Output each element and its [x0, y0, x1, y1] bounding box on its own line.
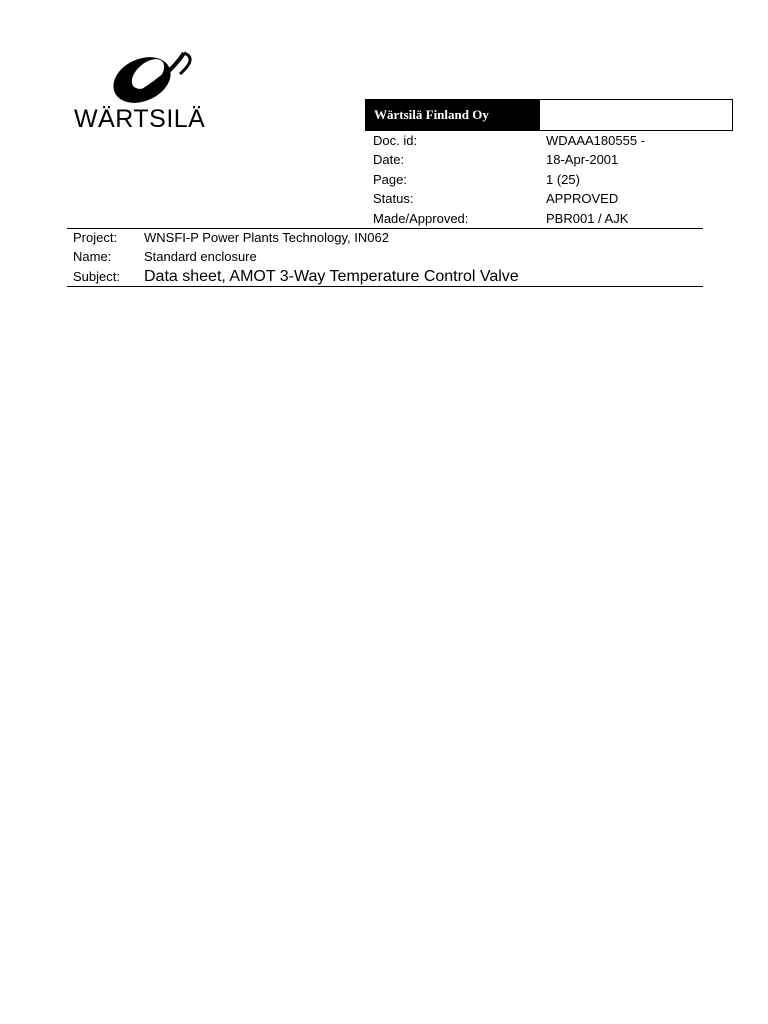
meta-value: PBR001 / AJK: [546, 210, 629, 226]
name-row: [73, 247, 703, 266]
name-value: Standard enclosure: [144, 249, 257, 264]
project-row: [73, 228, 703, 247]
meta-row-date: [373, 150, 703, 169]
meta-row-made-approved: [373, 209, 703, 228]
meta-label: Doc. id:: [373, 133, 418, 148]
name-label: Name:: [73, 249, 112, 264]
project-label: Project:: [73, 230, 118, 245]
meta-label: Page:: [373, 171, 407, 187]
company-blank-cell: [540, 100, 732, 130]
meta-label: Date:: [373, 152, 405, 168]
meta-value: 1 (25): [546, 171, 580, 187]
company-name: Wärtsilä Finland Oy: [366, 100, 540, 130]
meta-row-page: [373, 170, 703, 189]
meta-value: APPROVED: [546, 191, 619, 207]
meta-label: Made/Approved:: [373, 210, 469, 226]
header-divider-bottom: [67, 286, 703, 287]
subject-row: [73, 266, 703, 287]
company-logo: [72, 48, 217, 134]
subject-label: Subject:: [73, 269, 120, 284]
company-header-box: [365, 99, 733, 131]
wartsila-swirl-logo-icon: [72, 48, 217, 108]
logo-wordmark: WÄRTSILÄ: [74, 105, 206, 133]
document-meta: [373, 131, 703, 228]
project-value: WNSFI-P Power Plants Technology, IN062: [144, 230, 389, 245]
meta-row-status: [373, 189, 703, 208]
meta-row-doc-id: [373, 131, 703, 150]
subject-value: Data sheet, AMOT 3-Way Temperature Control Valve: [144, 268, 519, 285]
meta-value: 18-Apr-2001: [546, 152, 619, 168]
meta-label: Status:: [373, 191, 414, 207]
meta-value: WDAAA180555 -: [546, 133, 645, 148]
document-info: [73, 228, 703, 287]
